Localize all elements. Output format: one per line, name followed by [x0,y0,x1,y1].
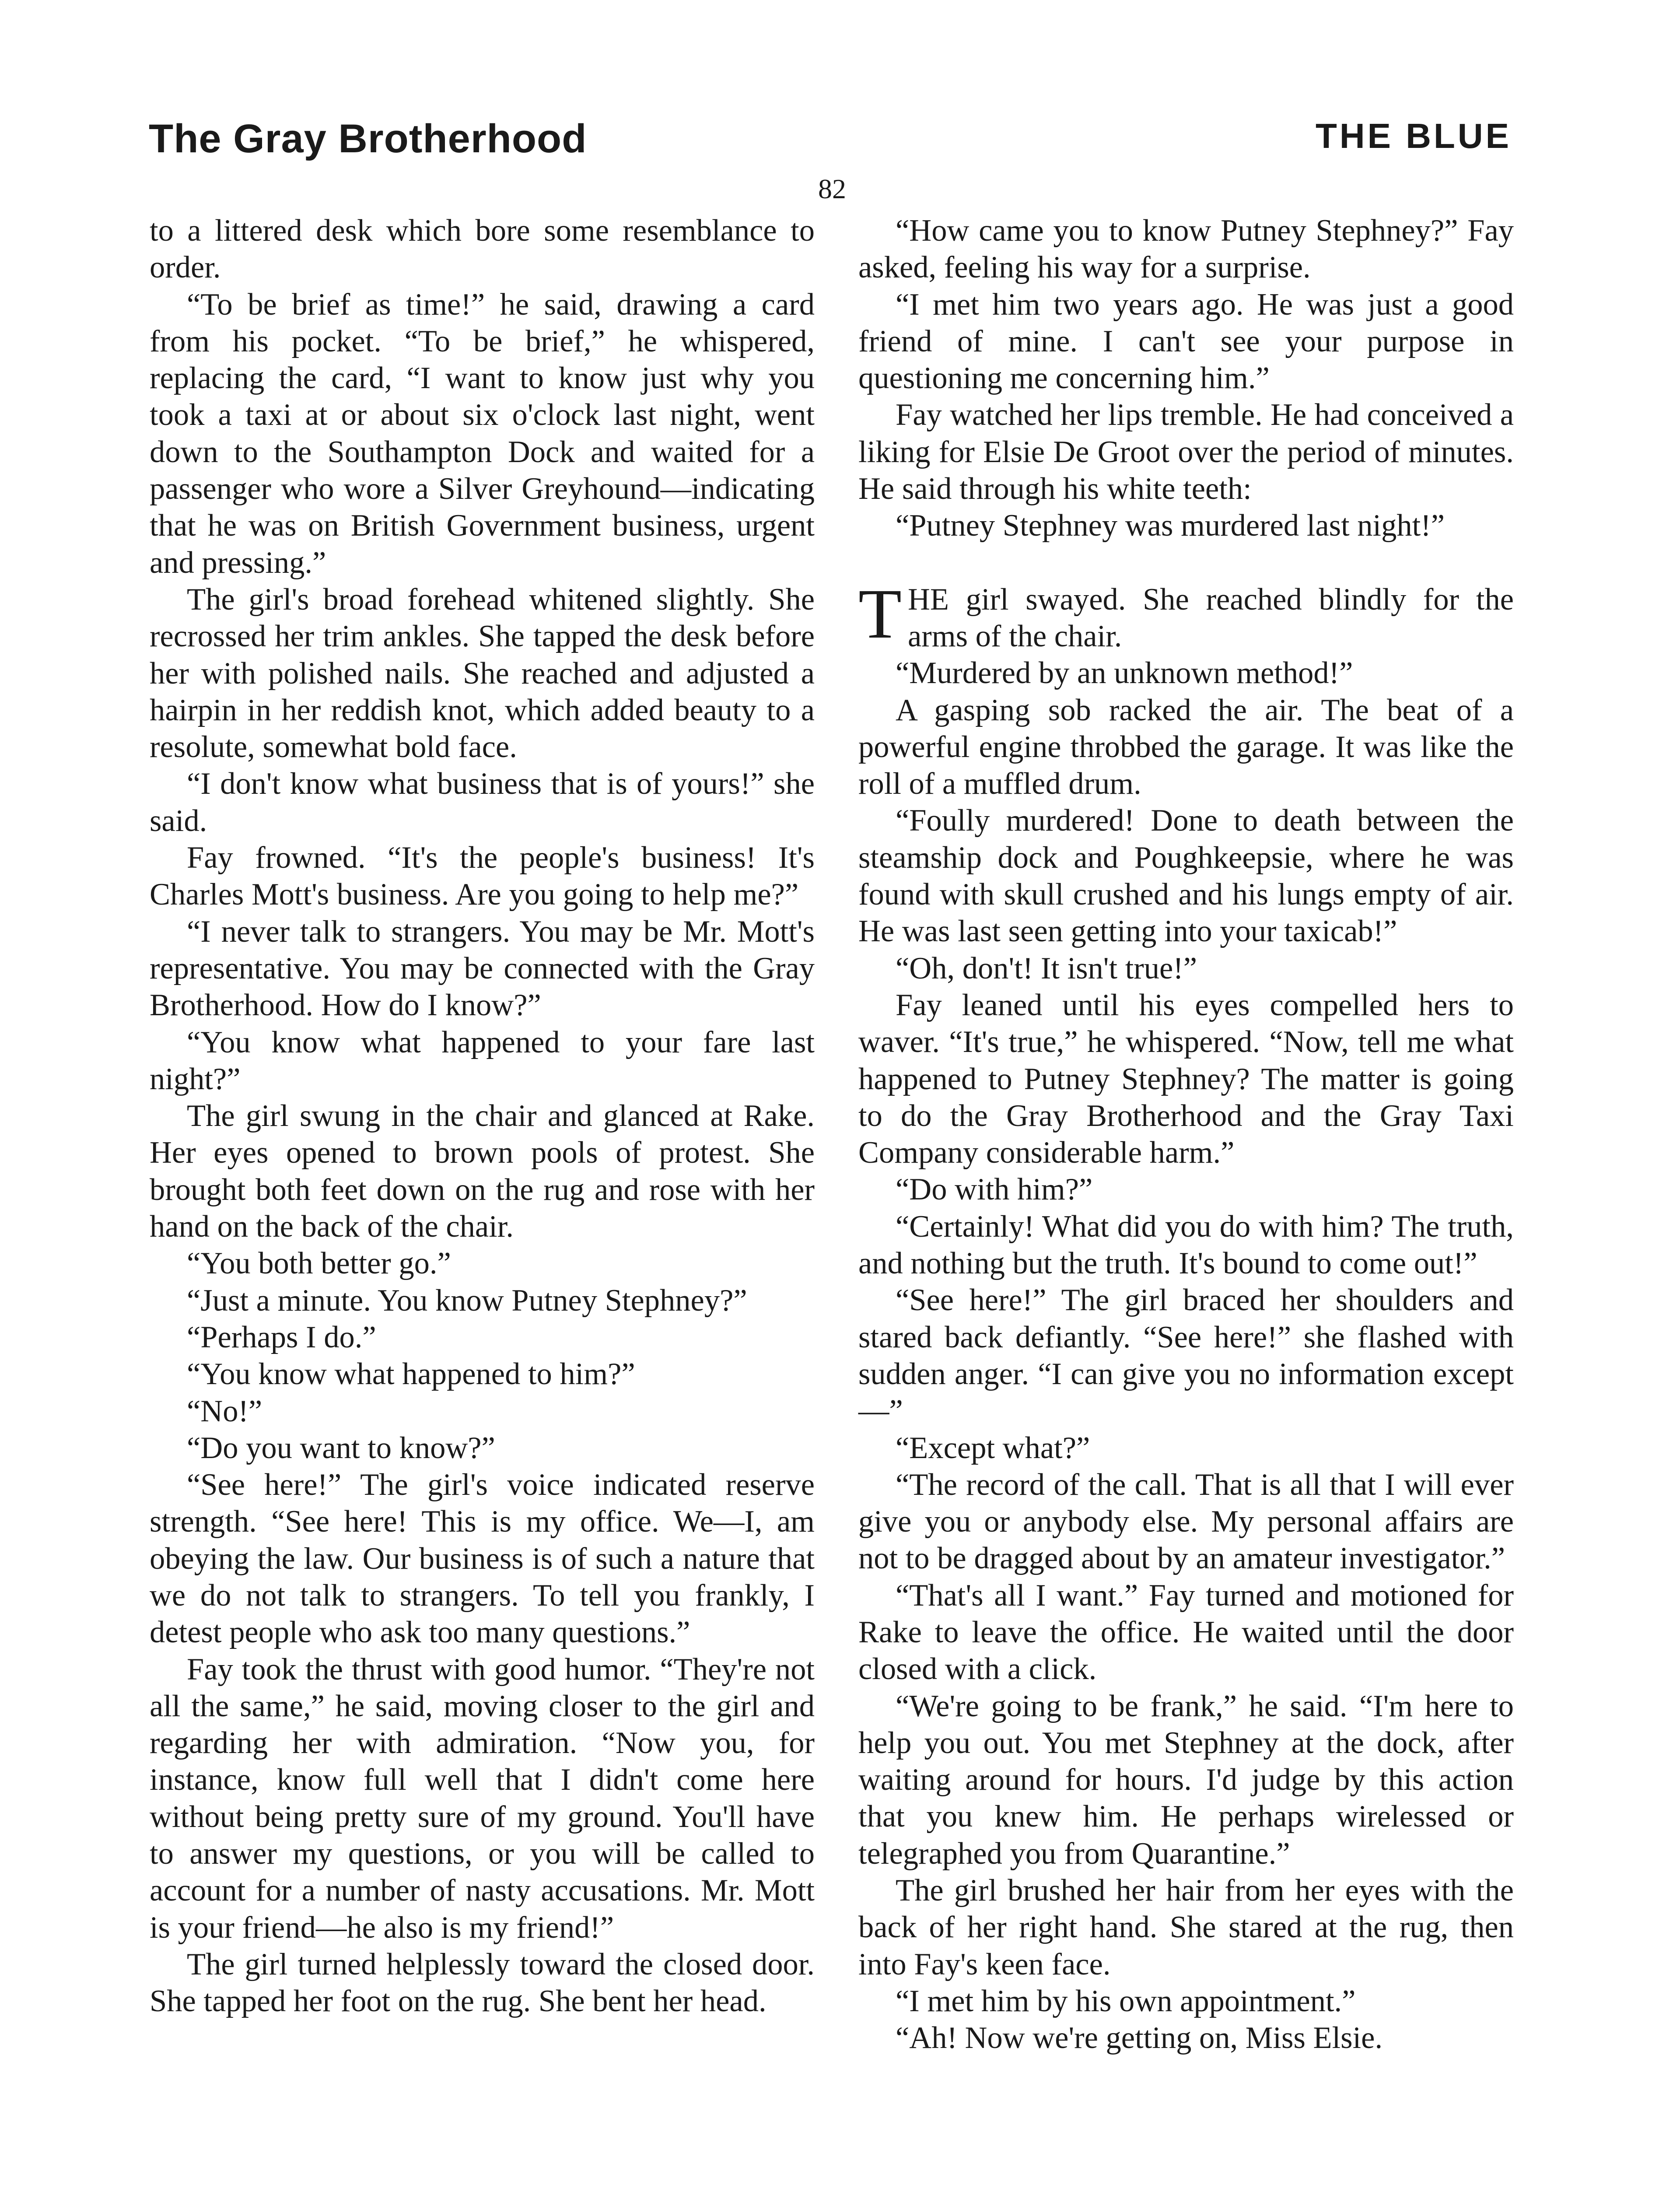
magazine-title: THE BLUE [1316,116,1512,155]
paragraph: A gasping sob racked the air. The beat of a powerful engine throbbed the garage. It was like the roll of a muffled drum. [858,693,1514,801]
paragraph: to a littered desk which bore some resemblance to order. [150,214,815,285]
paragraph: The girl swung in the chair and glanced at Rake. Her eyes opened to brown pools of protest. She brought both feet down on the rug and rose with her hand on the back of the chair. [150,1099,815,1244]
paragraph: “You both better go.” [187,1246,451,1281]
paragraph: Fay watched her lips tremble. He had conceived a liking for Elsie De Groot over the period of minutes. He said through his white teeth: [858,398,1514,506]
paragraph: “I met him by his own appointment.” [896,1984,1356,2018]
right-column [858,212,1514,2057]
paragraph: The girl turned helplessly toward the closed door. She tapped her foot on the rug. She bent her head. [150,1947,815,2019]
paragraph: The girl brushed her hair from her eyes with the back of her right hand. She stared at the rug, then into Fay's keen face. [858,1873,1514,1981]
paragraph: “Do with him?” [896,1172,1093,1207]
paragraph: “The record of the call. That is all that I will ever give you or anybody else. My personal affairs are not to be dragged about by an amateur investigator.” [858,1467,1514,1576]
paragraph: “Putney Stephney was murdered last night!” [896,508,1445,543]
paragraph: The girl's broad forehead whitened slightly. She recrossed her trim ankles. She tapped the desk before her with polished nails. She reached and adjusted a hairpin in her reddish knot, which added beauty to a resolute, somewhat bold face. [150,582,815,764]
paragraph: “You know what happened to your fare last night?” [150,1025,815,1096]
paragraph: “I met him two years ago. He was just a good friend of mine. I can't see your purpose in questioning me concerning him.” [858,287,1514,396]
paragraph: “Do you want to know?” [187,1431,495,1465]
paragraph: “You know what happened to him?” [187,1357,635,1392]
paragraph: “Murdered by an unknown method!” [896,656,1353,691]
paragraph: “We're going to be frank,” he said. “I'm here to help you out. You met Stephney at the dock, after waiting around for hours. I'd judge by this action that you knew him. He perhaps wirelessed or telegraphed you from Quarantine.” [858,1689,1514,1871]
section-opening-paragraph [858,575,1514,655]
paragraph: “Ah! Now we're getting on, Miss Elsie. [896,2021,1383,2055]
left-column [150,212,815,2020]
paragraph: “See here!” The girl's voice indicated reserve strength. “See here! This is my office. We—I, am obeying the law. Our business is of such a nature that we do not talk to strangers. To tell you frankly, I detest people who ask too many questions.” [150,1468,815,1650]
section-opening-text: HE girl swayed. She reached blindly for the arms of the chair. [907,582,1514,653]
paragraph: “No!” [187,1394,262,1428]
paragraph: “Just a minute. You know Putney Stephney?” [187,1283,747,1318]
paragraph: Fay took the thrust with good humor. “They're not all the same,” he said, moving closer to the girl and regarding her with admiration. “Now you, for instance, know full well that I didn't come here without being pretty sure of my ground. You'll have to answer my questions, or you will be called to account for a number of nasty accusations. Mr. Mott is your friend—he also is my friend!” [150,1652,815,1945]
paragraph: “Foully murdered! Done to death between the steamship dock and Poughkeepsie, where he was found with skull crushed and his lungs empty of air. He was last seen getting into your taxicab!” [858,803,1514,949]
paragraph: “I never talk to strangers. You may be Mr. Mott's representative. You may be connected with the Gray Brotherhood. How do I know?” [150,914,815,1023]
paragraph: “Certainly! What did you do with him? The truth, and nothing but the truth. It's bound to come out!” [858,1209,1514,1281]
paragraph: “Except what?” [896,1431,1090,1465]
story-title: The Gray Brotherhood [149,116,587,161]
paragraph: Fay leaned until his eyes compelled hers to waver. “It's true,” he whispered. “Now, tell me what happened to Putney Stephney? The matter is going to do the Gray Brotherhood and the Gray Taxi Company considerable harm.” [858,988,1514,1170]
paragraph: “See here!” The girl braced her shoulders and stared back defiantly. “See here!” she flashed with sudden anger. “I can give you no information except—” [858,1283,1514,1428]
paragraph: “To be brief as time!” he said, drawing a card from his pocket. “To be brief,” he whispered, replacing the card, “I want to know just why you took a taxi at or about six o'clock last night, went down to the Southampton Dock and waited for a passenger who wore a Silver Greyhound—indicating that he was on British Government business, urgent and pressing.” [150,287,815,580]
paragraph: “That's all I want.” Fay turned and motioned for Rake to leave the office. He waited until the door closed with a click. [858,1578,1514,1687]
page-header [0,0,1680,210]
paragraph: “Oh, don't! It isn't true!” [896,951,1197,985]
page-number: 82 [818,173,846,204]
drop-cap: T [858,575,902,653]
paragraph: Fay frowned. “It's the people's business! It's Charles Mott's business. Are you going to help me?” [150,841,815,912]
paragraph: “I don't know what business that is of yours!” she said. [150,767,815,838]
paragraph: “How came you to know Putney Stephney?” Fay asked, feeling his way for a surprise. [858,214,1514,285]
paragraph: “Perhaps I do.” [187,1320,376,1354]
